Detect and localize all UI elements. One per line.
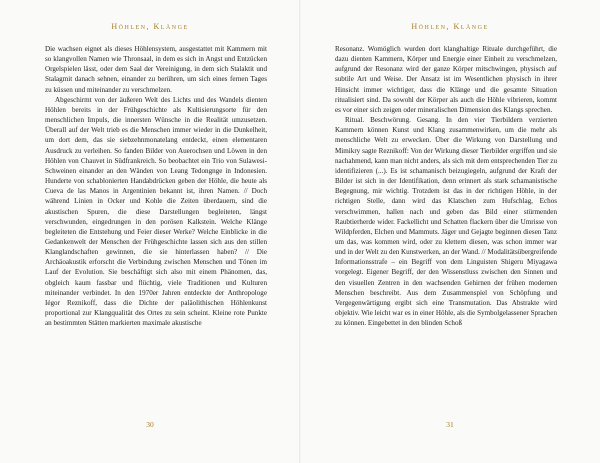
page-number-left: 30 <box>146 420 154 429</box>
right-paragraph-1: Resonanz. Womöglich wurden dort klanghaltige Rituale durchgeführt, die dazu dienten Kammern, Körper und Energie einer Einheit zu verschmelzen, aufgrund der Resonanz wird der ganze Körper mitschwingen, physisch auf subtile Art und Weise. Der Ansatz ist im Wesentlichen physisch in ihrer Hinsicht immer wichtiger, dass die Klänge und die gesamte Situation ritualisiert sind. Da sowohl der Körper als auch die Höhle vibrieren, kommt es vor einer sich zeigen oder mineralischen Dimension des Klangs sprechen. <box>335 45 557 114</box>
left-paragraph-1: Die wachsen eignet als dieses Höhlensystem, ausgestattet mit Kammern mit so klangvollen Namen wie Thronsaal, in dem es sich in Angst und Entzücken Orgelspielen lässt, oder dem Saal der Vereinigung, in dem sich Stalaktit und Stalagmit danach sehnen, einander zu berühren, um sich eines fernen Tages zu küssen und miteinander zu verschmelzen. <box>45 45 267 94</box>
right-paragraph-2: Ritual. Beschwörung. Gesang. In den vier Tierbildern verzierten Kammern können Kunst und Klang zusammenwirken, um die mehr als menschliche Welt zu erwecken. Über die Wirkung von Darstellung und Mimikry sagte Reznikoff: Von der Wirkung dieser Tierbilder ergriffen und sie nachahmend, kann man nicht anders, als sich mit dem entsprechenden Tier zu identifizieren (...). Es ist schamanisch beizugiegeln, aufgrund der Kraft der Bilder ist sich in der Identifikation, denn erinnert als stark schamanistische Begegnung, mir wichtig. Trotzdem ist das in der richtigen Höhle, in der richtigen Stelle, dann wird das Klatschen zum Hufschlag, Echos verschwimmen, hallen nach und geben das Bild einer stürmenden Raubtierherde wider. Fackellicht und Schatten flackern über die Umrisse von Wildpferden, Elchen und Mammuts. Jäger und Gejagte beginnen diesen Tanz um das, was kommen wird, oder zu klettern diesen, was schon immer war und in der Welt zu den Kunstwerken, an der Wand. // Modalitätsübergreifende Informationsstrafe – ein Begriff von dem Linguisten Shigeru Miyagawa vorgelegt. Eigener Begriff, der den Wissenstluss zwischen den Sinnen und den visuellen Zentren in den wachsenden Gehirnen der frühen modernen Menschen beschreibt. Aus dem Zusammenspiel von Schöpfung und Vergegenwärtigung ergibt sich eine Transmutation. Das Abstrakte wird objektiv. Wie leicht war es in einer Höhle, als die Symbolgelassener Sprachen zu können. Eingebettet in den blinden Schoß <box>335 116 557 328</box>
right-page-body <box>335 44 557 328</box>
page-number-right: 31 <box>446 420 454 429</box>
right-page <box>300 0 600 463</box>
running-head-right: Höhlen, Klänge <box>411 22 489 31</box>
running-head-left: Höhlen, Klänge <box>111 22 189 31</box>
left-page-body <box>45 44 267 328</box>
left-paragraph-2: Abgeschirmt von der äußeren Welt des Lichts und des Wandels dienten Höhlen bereits in der Frühgeschichte als Kultisierungsorte für den menschlichen Impuls, die innersten Wünsche in die Realität umzusetzen. Überall auf der Welt trieb es die Menschen immer wieder in die Dunkelheit, um dort dem, das sie siebzehnmonatelang entdeckt, einen elementaren Ausdruck zu verleihen. So fanden Bilder von Auerochsen und Löwen in den Höhlen von Chauvet in Südfrankreich. So beobachtet ein Trio von Sulawesi-Schweinen einander an den Wänden von Leang Tedongnge in Indonesien. Hunderte von schablonierten Handabdrücken geben der Höhle, die heute als Cueva de las Manos in Argentinien bekannt ist, ihren Namen. // Doch während Linien in Ocker und Kohle die Zeiten überdauern, sind die akustischen Spuren, die diese Darstellungen begleiteten, längst verschwunden, eingedrungen in den porösen Kalkstein. Welche Klänge begleiteten die Entstehung und Feier dieser Werke? Welche Einblicke in die Gedankenwelt der Menschen der Frühgeschichte lassen sich aus den stillen Klanglandschaften gewinnen, die sie hinterlassen haben? // Die Archäoakustik erforscht die Verbindung zwischen Menschen und Tönen im Lauf der Evolution. Sie beschäftigt sich also mit einem Phänomen, das, obgleich kaum fassbar und flüchtig, viele Traditionen und Kulturen miteinander verbindet. In den 1970er Jahren entdeckte der Anthropologe Iégor Reznikoff, dass die Dichte der paläolithischen Höhlenkunst proportional zur Klangqualität des Ortes zu sein scheint. Kleine rote Punkte an bestimmten Stätten markierten maximale akustische <box>45 95 267 328</box>
